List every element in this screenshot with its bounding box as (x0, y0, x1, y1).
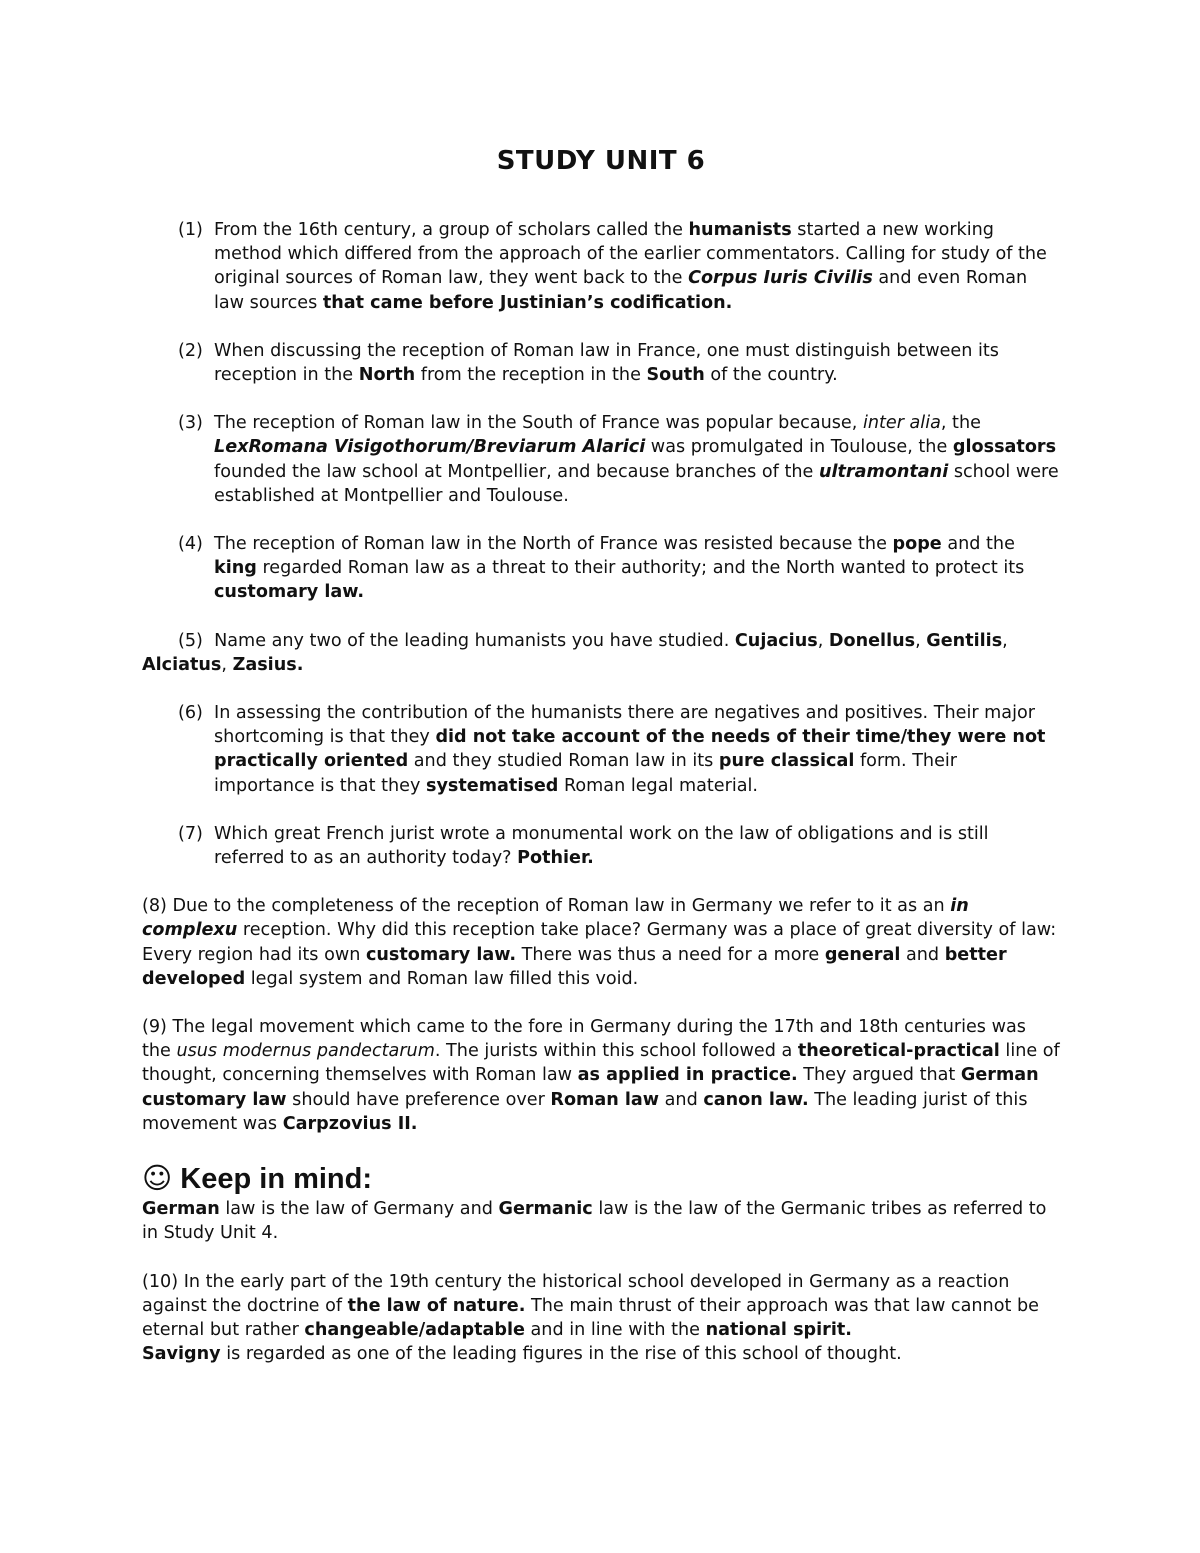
paragraph-text (214, 701, 1060, 798)
text-run: and (900, 944, 945, 965)
bold-term: Carpzovius II. (282, 1113, 418, 1134)
bold-term: better developed (142, 944, 1007, 989)
bold-term: German customary law (142, 1065, 1039, 1110)
bold-italic-term: ultramontani (818, 461, 949, 482)
bold-term: Pothier. (517, 848, 594, 869)
bold-term: general (824, 944, 901, 965)
page-title: STUDY UNIT 6 (496, 146, 706, 176)
paragraph-text (214, 822, 1060, 870)
bold-term: theoretical-practical (797, 1041, 1000, 1062)
bold-term: Donellus (828, 630, 916, 651)
paragraph-3 (142, 411, 1060, 508)
paragraph-1 (142, 218, 1060, 315)
paragraph-text (214, 411, 1060, 508)
paragraph-7 (142, 822, 1060, 870)
separator: , (915, 630, 927, 651)
bold-term: German (142, 1199, 220, 1220)
bold-term: systematised (425, 775, 559, 796)
text-run: law is the law of Germany and (219, 1199, 499, 1220)
paragraph-text (214, 218, 1060, 315)
paragraph-9 (142, 1015, 1060, 1136)
text-run: (10) In the early part of the 19th century the historical school developed in Germany as a reaction against the doctrine of (142, 1271, 1010, 1316)
paragraph-8 (142, 894, 1060, 991)
text-run: Which great French jurist wrote a monumental work on the law of obligations and is still referred to as an authority today? (214, 823, 989, 869)
text-run: , the (940, 413, 981, 434)
text-run: legal system and Roman law filled this void. (245, 968, 639, 989)
bold-term: did not take account of the needs of their time/they were not practically oriented (214, 727, 1046, 772)
text-run: The main thrust of their approach was that law cannot be eternal but rather (142, 1295, 1039, 1340)
text-run: and even Roman law sources (214, 268, 1028, 313)
bold-term: that came before Justinian’s codification. (322, 292, 733, 313)
bold-term: Savigny (142, 1344, 221, 1365)
text-run: The leading jurist of this movement was (142, 1089, 1028, 1134)
paragraph-number: (1) (178, 220, 203, 240)
bold-term: the law of nature. (347, 1295, 526, 1316)
bold-term: North (358, 365, 416, 386)
text-run: Roman legal material. (558, 775, 758, 796)
text-run: reception. Why did this reception take place? Germany was a place of great diversity of law: Every region had its own (142, 920, 1057, 965)
text-run: line of thought, concerning themselves with Roman law (142, 1041, 1060, 1086)
bold-term: Germanic (498, 1199, 593, 1220)
text-run: law is the law of the Germanic tribes as referred to in Study Unit 4. (142, 1199, 1047, 1244)
paragraph-number: (3) (178, 413, 203, 434)
bold-term: glossators (952, 437, 1057, 458)
bold-term: changeable/adaptable (304, 1319, 525, 1340)
bold-term: customary law. (214, 582, 365, 603)
separator: , (817, 630, 829, 651)
bold-term: Roman law (550, 1089, 660, 1110)
text-run: started a new working method which differed from the approach of the earlier commentators. Calling for study of the original sources of Roman law, they went back to the (214, 220, 1047, 289)
text-run: was promulgated in Toulouse, the (645, 437, 953, 458)
smiley-icon: ☺ (142, 1161, 173, 1196)
text-run: and (659, 1089, 704, 1110)
text-run: school were established at Montpellier and Toulouse. (214, 461, 1059, 506)
separator: , (221, 654, 233, 675)
text-run: The reception of Roman law in the South of France was popular because, (214, 413, 863, 434)
paragraph-number: (2) (178, 340, 203, 361)
bold-term: pope (892, 534, 942, 555)
bold-term: Cujacius (734, 630, 818, 651)
keep-in-mind-note (142, 1197, 1060, 1245)
paragraph-number: (6) (178, 703, 203, 724)
keep-in-mind-heading (142, 1160, 1060, 1197)
text-run: (9) The legal movement which came to the fore in Germany during the 17th and 18th centuries was the (142, 1017, 1026, 1062)
bold-italic-term: LexRomana Visigothorum/Breviarum Alarici (214, 437, 646, 458)
text-run: They argued that (797, 1065, 961, 1086)
bold-term: canon law. (703, 1089, 809, 1110)
text-run: and they studied Roman law in its (408, 751, 719, 772)
bold-italic-term: Corpus Iuris Civilis (688, 268, 873, 289)
separator: , (1002, 630, 1008, 651)
bold-term: South (646, 365, 705, 386)
text-run: . The jurists within this school followed a (434, 1041, 798, 1062)
paragraph-4 (142, 532, 1060, 605)
bold-term: king (214, 558, 257, 579)
bold-italic-term: in complexu (142, 896, 969, 941)
text-run: and in line with the (524, 1319, 706, 1340)
paragraph-10 (142, 1270, 1060, 1367)
italic-term: usus modernus pandectarum (176, 1041, 435, 1062)
text-run: from the reception in the (415, 365, 647, 386)
text-run: When discussing the reception of Roman law in France, one must distinguish between its reception in the (214, 340, 999, 386)
text-run: In assessing the contribution of the humanists there are negatives and positives. Their major shortcoming is that they (214, 703, 1035, 748)
text-run: From the 16th century, a group of scholars called the (214, 220, 689, 240)
bold-term: national spirit. (705, 1319, 852, 1340)
paragraph-text (214, 339, 1060, 387)
text-run: Name any two of the leading humanists you have studied. (202, 630, 735, 651)
paragraph-number: (7) (178, 823, 203, 844)
paragraph-6 (142, 701, 1060, 798)
text-run: of the country. (704, 365, 838, 386)
bold-term: Gentilis (926, 630, 1003, 651)
text-run: The reception of Roman law in the North of France was resisted because the (214, 534, 893, 555)
text-run: There was thus a need for a more (516, 944, 825, 965)
bold-term: as applied in practice. (577, 1065, 798, 1086)
bold-term: pure classical (718, 751, 855, 772)
keep-in-mind-label: Keep in mind: (172, 1163, 373, 1196)
paragraph-2 (142, 339, 1060, 387)
paragraph-number: (4) (178, 534, 203, 555)
text-run: (8) Due to the completeness of the reception of Roman law in Germany we refer to it as an (142, 896, 951, 917)
paragraph-5 (142, 629, 1060, 677)
text-run: founded the law school at Montpellier, and because branches of the (214, 461, 819, 482)
bold-term: humanists (688, 220, 792, 240)
bold-term: Alciatus (142, 654, 222, 675)
bold-term: customary law. (365, 944, 517, 965)
italic-term: inter alia (862, 413, 941, 434)
paragraph-text (214, 532, 1060, 605)
text-run: is regarded as one of the leading figures in the rise of this school of thought. (220, 1344, 902, 1365)
text-run: should have preference over (286, 1089, 551, 1110)
text-run: regarded Roman law as a threat to their authority; and the North wanted to protect its (256, 558, 1025, 579)
text-run: and the (941, 534, 1015, 555)
text-run: form. Their importance is that they (214, 751, 958, 796)
paragraph-number: (5) (178, 630, 203, 651)
bold-term: Zasius. (232, 654, 304, 675)
